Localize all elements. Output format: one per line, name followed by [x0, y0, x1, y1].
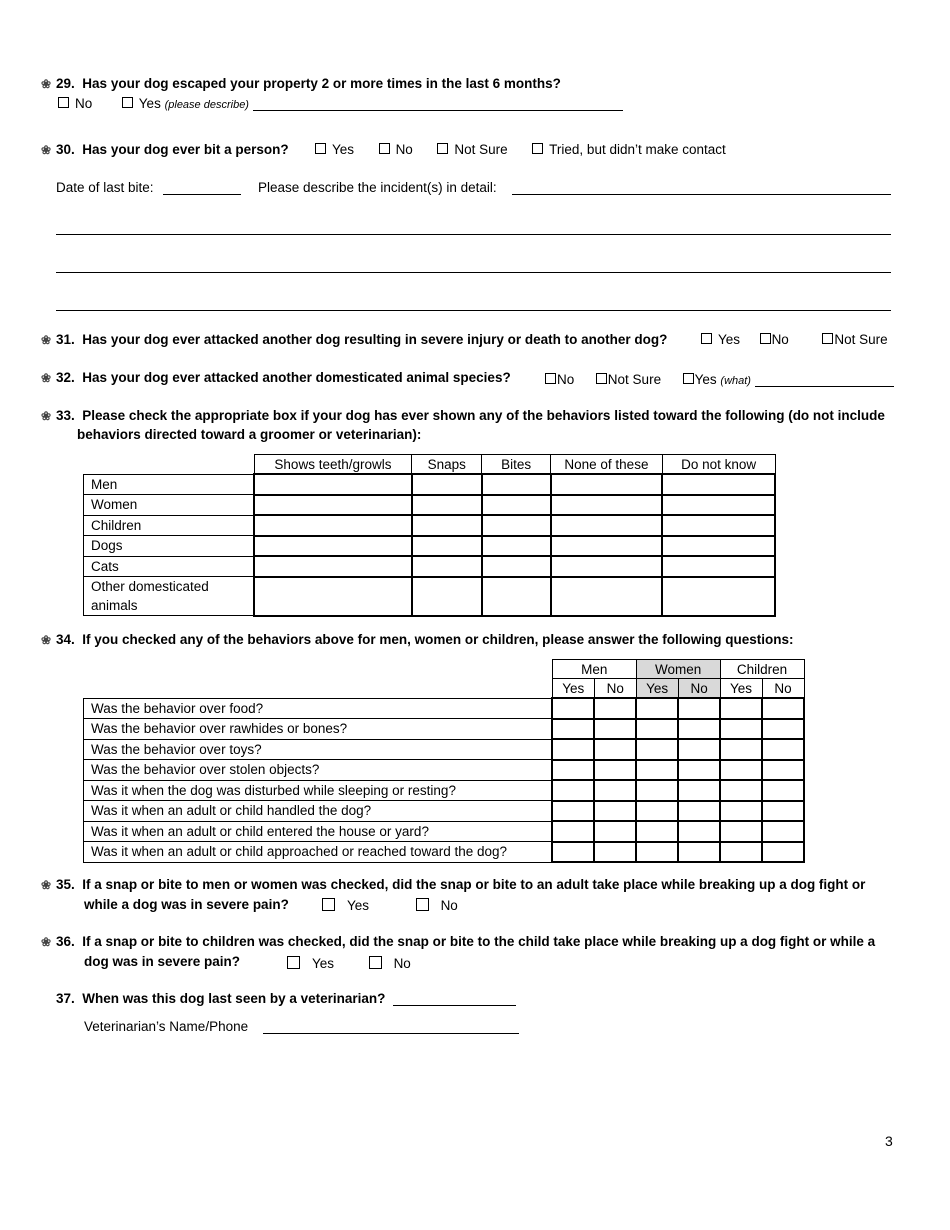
- checkbox-cell[interactable]: [762, 780, 804, 801]
- checkbox-cell[interactable]: [482, 495, 551, 516]
- checkbox-cell[interactable]: [551, 577, 663, 616]
- row-question: Was the behavior over toys?: [84, 739, 553, 760]
- checkbox-cell[interactable]: [482, 577, 551, 616]
- row-label: Cats: [84, 556, 255, 577]
- checkbox-icon[interactable]: [683, 373, 694, 384]
- q30-not-sure-option[interactable]: Not Sure: [437, 142, 507, 157]
- row-question: Was the behavior over food?: [84, 698, 553, 719]
- table-row: [84, 577, 776, 616]
- checkbox-cell[interactable]: [551, 536, 663, 557]
- checkbox-cell[interactable]: [662, 515, 775, 536]
- checkbox-cell[interactable]: [720, 739, 762, 760]
- checkbox-icon[interactable]: [822, 333, 833, 344]
- q35-yes-option[interactable]: Yes: [322, 898, 369, 913]
- checkbox-cell[interactable]: [636, 760, 678, 781]
- yes-header: Yes: [552, 679, 594, 699]
- row-question: Was it when an adult or child approached or reached toward the dog?: [84, 842, 553, 863]
- checkbox-cell[interactable]: [678, 719, 720, 740]
- q36-options: [287, 956, 411, 971]
- table-row: [84, 556, 776, 577]
- checkbox-icon[interactable]: [322, 898, 335, 911]
- corner-cell: [84, 679, 553, 699]
- row-question: Was it when an adult or child handled the dog?: [84, 801, 553, 822]
- q32-what-line[interactable]: [755, 386, 894, 387]
- checkbox-cell[interactable]: [551, 495, 663, 516]
- q32-options: [545, 372, 751, 387]
- q36-question: ❀ 36. If a snap or bite to children was checked, did the snap or bite to the child take place while breaking up a dog fight or while a: [41, 934, 876, 949]
- checkbox-icon[interactable]: [122, 97, 133, 108]
- q31-question: ❀ 31. Has your dog ever attacked another dog resulting in severe injury or death to another dog?: [41, 332, 668, 347]
- table-row: [84, 842, 805, 863]
- checkbox-cell[interactable]: [552, 698, 594, 719]
- checkbox-cell[interactable]: [594, 739, 636, 760]
- checkbox-cell[interactable]: [412, 556, 482, 577]
- column-header: None of these: [551, 455, 663, 475]
- checkbox-cell[interactable]: [412, 474, 482, 495]
- q30-describe-line[interactable]: [56, 272, 891, 273]
- q30-describe-line[interactable]: [56, 310, 891, 311]
- yes-header: Yes: [720, 679, 762, 699]
- checkbox-cell[interactable]: [762, 698, 804, 719]
- checkbox-cell[interactable]: [594, 821, 636, 842]
- checkbox-cell[interactable]: [594, 698, 636, 719]
- q36-no-option[interactable]: No: [369, 956, 411, 971]
- q31-not-sure-option[interactable]: Not Sure: [822, 332, 887, 347]
- checkbox-cell[interactable]: [482, 474, 551, 495]
- checkbox-cell[interactable]: [412, 495, 482, 516]
- yes-header: Yes: [636, 679, 678, 699]
- q29-question: ❀ 29. Has your dog escaped your property 2 or more times in the last 6 months?: [41, 76, 561, 91]
- checkbox-cell[interactable]: [412, 515, 482, 536]
- q34-question: ❀ 34. If you checked any of the behaviors above for men, women or children, please answer the following questions:: [41, 632, 794, 647]
- checkbox-icon[interactable]: [701, 333, 712, 344]
- paw-icon: ❀: [41, 333, 52, 347]
- checkbox-cell[interactable]: [762, 739, 804, 760]
- no-header: No: [678, 679, 720, 699]
- checkbox-cell[interactable]: [254, 474, 412, 495]
- q35-no-option[interactable]: No: [416, 898, 458, 913]
- checkbox-icon[interactable]: [58, 97, 69, 108]
- checkbox-cell[interactable]: [254, 536, 412, 557]
- q29-options: [58, 96, 249, 111]
- checkbox-cell[interactable]: [762, 719, 804, 740]
- checkbox-cell[interactable]: [720, 780, 762, 801]
- q30-describe-line[interactable]: [56, 234, 891, 235]
- q31-yes-option[interactable]: Yes: [701, 332, 740, 347]
- q30-yes-option[interactable]: Yes: [315, 142, 354, 157]
- checkbox-cell[interactable]: [678, 842, 720, 863]
- paw-icon: ❀: [41, 935, 52, 949]
- checkbox-cell[interactable]: [678, 801, 720, 822]
- checkbox-cell[interactable]: [594, 780, 636, 801]
- column-header: Snaps: [412, 455, 482, 475]
- checkbox-cell[interactable]: [720, 821, 762, 842]
- checkbox-icon[interactable]: [596, 373, 607, 384]
- table-row: [84, 821, 805, 842]
- q34-behavior-table: [83, 659, 805, 863]
- checkbox-cell[interactable]: [552, 801, 594, 822]
- checkbox-icon[interactable]: [416, 898, 429, 911]
- paw-icon: ❀: [41, 409, 52, 423]
- q29-describe-line[interactable]: [253, 110, 623, 111]
- q32-question: ❀ 32. Has your dog ever attacked another domesticated animal species?: [41, 370, 511, 385]
- table-row: [84, 739, 805, 760]
- checkbox-icon[interactable]: [379, 143, 390, 154]
- checkbox-cell[interactable]: [594, 801, 636, 822]
- q35-question-line2: while a dog was in severe pain?: [84, 897, 289, 912]
- column-header: Bites: [482, 455, 551, 475]
- q33-question: ❀ 33. Please check the appropriate box if your dog has ever shown any of the behaviors listed toward the following (do not include: [41, 408, 885, 423]
- table-row: [84, 698, 805, 719]
- q37-vet-label: Veterinarian’s Name/Phone: [84, 1019, 249, 1034]
- q31-options: [701, 332, 888, 347]
- checkbox-cell[interactable]: [552, 760, 594, 781]
- group-header-children: Children: [720, 660, 804, 679]
- checkbox-cell[interactable]: [762, 842, 804, 863]
- checkbox-cell[interactable]: [254, 495, 412, 516]
- checkbox-cell[interactable]: [254, 515, 412, 536]
- paw-icon: ❀: [41, 633, 52, 647]
- paw-icon: ❀: [41, 371, 52, 385]
- checkbox-cell[interactable]: [636, 698, 678, 719]
- q30-date-label: Date of last bite:: [56, 180, 154, 195]
- checkbox-icon[interactable]: [369, 956, 382, 969]
- checkbox-cell[interactable]: [482, 556, 551, 577]
- checkbox-cell[interactable]: [762, 760, 804, 781]
- checkbox-cell[interactable]: [762, 801, 804, 822]
- paw-icon: ❀: [41, 77, 52, 91]
- corner-cell: [84, 455, 255, 475]
- checkbox-cell[interactable]: [594, 760, 636, 781]
- table-row: [84, 780, 805, 801]
- checkbox-cell[interactable]: [720, 760, 762, 781]
- checkbox-cell[interactable]: [678, 760, 720, 781]
- q37-question: 37. When was this dog last seen by a veterinarian?: [56, 991, 386, 1006]
- checkbox-cell[interactable]: [552, 842, 594, 863]
- checkbox-cell[interactable]: [720, 719, 762, 740]
- q30-tried-option[interactable]: Tried, but didn’t make contact: [532, 142, 726, 157]
- q32-no-option[interactable]: No: [545, 372, 574, 387]
- q31-no-option[interactable]: No: [760, 332, 789, 347]
- q32-not-sure-option[interactable]: Not Sure: [596, 372, 661, 387]
- checkbox-cell[interactable]: [678, 739, 720, 760]
- q35-options: [322, 898, 458, 913]
- checkbox-icon[interactable]: [315, 143, 326, 154]
- row-label: Children: [84, 515, 255, 536]
- checkbox-cell[interactable]: [412, 577, 482, 616]
- checkbox-cell[interactable]: [762, 821, 804, 842]
- checkbox-cell[interactable]: [551, 474, 663, 495]
- paw-icon: ❀: [41, 143, 52, 157]
- row-question: Was the behavior over stolen objects?: [84, 760, 553, 781]
- q36-question-line2: dog was in severe pain?: [84, 954, 241, 969]
- q33-question-line2: behaviors directed toward a groomer or veterinarian):: [77, 427, 422, 442]
- table-row: [84, 515, 776, 536]
- column-header: Shows teeth/growls: [254, 455, 412, 475]
- checkbox-cell[interactable]: [662, 556, 775, 577]
- table-row: [84, 474, 776, 495]
- checkbox-cell[interactable]: [552, 780, 594, 801]
- checkbox-cell[interactable]: [662, 474, 775, 495]
- checkbox-cell[interactable]: [678, 821, 720, 842]
- checkbox-cell[interactable]: [482, 536, 551, 557]
- row-question: Was it when an adult or child entered the house or yard?: [84, 821, 553, 842]
- checkbox-icon[interactable]: [545, 373, 556, 384]
- checkbox-icon[interactable]: [760, 333, 771, 344]
- corner-cell: [84, 660, 553, 679]
- q30-question: ❀ 30. Has your dog ever bit a person?: [41, 142, 289, 157]
- row-question: Was the behavior over rawhides or bones?: [84, 719, 553, 740]
- row-label: Other domesticated animals: [84, 577, 255, 616]
- q30-date-line[interactable]: [163, 194, 241, 195]
- paw-icon: ❀: [41, 878, 52, 892]
- checkbox-cell[interactable]: [662, 577, 775, 616]
- checkbox-cell[interactable]: [594, 719, 636, 740]
- no-header: No: [762, 679, 804, 699]
- no-header: No: [594, 679, 636, 699]
- q35-question: ❀ 35. If a snap or bite to men or women was checked, did the snap or bite to an adult take place while breaking up a dog fight or: [41, 877, 866, 892]
- checkbox-cell[interactable]: [636, 719, 678, 740]
- q30-describe-label: Please describe the incident(s) in detail:: [258, 180, 497, 195]
- q37-vet-line[interactable]: [263, 1033, 519, 1034]
- checkbox-cell[interactable]: [636, 801, 678, 822]
- checkbox-cell[interactable]: [636, 821, 678, 842]
- row-label: Dogs: [84, 536, 255, 557]
- q30-describe-line[interactable]: [512, 194, 891, 195]
- table-row: [84, 536, 776, 557]
- page-number: 3: [885, 1133, 893, 1149]
- q30-options: [315, 142, 726, 157]
- checkbox-cell[interactable]: [552, 719, 594, 740]
- checkbox-cell[interactable]: [254, 577, 412, 616]
- q29-yes-option[interactable]: Yes (please describe): [122, 96, 249, 111]
- table-row: [84, 495, 776, 516]
- checkbox-cell[interactable]: [720, 698, 762, 719]
- q37-date-line[interactable]: [393, 1005, 516, 1006]
- checkbox-cell[interactable]: [720, 842, 762, 863]
- table-row: [84, 719, 805, 740]
- q32-yes-option[interactable]: Yes (what): [683, 372, 751, 387]
- column-header: Do not know: [662, 455, 775, 475]
- row-question: Was it when the dog was disturbed while sleeping or resting?: [84, 780, 553, 801]
- table-row: [84, 801, 805, 822]
- row-label: Women: [84, 495, 255, 516]
- checkbox-cell[interactable]: [678, 698, 720, 719]
- checkbox-cell[interactable]: [662, 495, 775, 516]
- checkbox-cell[interactable]: [720, 801, 762, 822]
- group-header-women: Women: [636, 660, 720, 679]
- checkbox-cell[interactable]: [482, 515, 551, 536]
- q30-no-option[interactable]: No: [379, 142, 413, 157]
- q33-behavior-table: [83, 454, 776, 617]
- checkbox-cell[interactable]: [636, 739, 678, 760]
- row-label: Men: [84, 474, 255, 495]
- checkbox-cell[interactable]: [254, 556, 412, 577]
- checkbox-cell[interactable]: [551, 515, 663, 536]
- group-header-men: Men: [552, 660, 636, 679]
- checkbox-cell[interactable]: [636, 780, 678, 801]
- checkbox-cell[interactable]: [552, 821, 594, 842]
- checkbox-icon[interactable]: [532, 143, 543, 154]
- checkbox-cell[interactable]: [594, 842, 636, 863]
- checkbox-cell[interactable]: [551, 556, 663, 577]
- q36-yes-option[interactable]: Yes: [287, 956, 334, 971]
- checkbox-cell[interactable]: [412, 536, 482, 557]
- checkbox-icon[interactable]: [437, 143, 448, 154]
- table-row: [84, 760, 805, 781]
- q29-no-option[interactable]: No: [58, 96, 92, 111]
- checkbox-icon[interactable]: [287, 956, 300, 969]
- checkbox-cell[interactable]: [678, 780, 720, 801]
- checkbox-cell[interactable]: [636, 842, 678, 863]
- checkbox-cell[interactable]: [552, 739, 594, 760]
- checkbox-cell[interactable]: [662, 536, 775, 557]
